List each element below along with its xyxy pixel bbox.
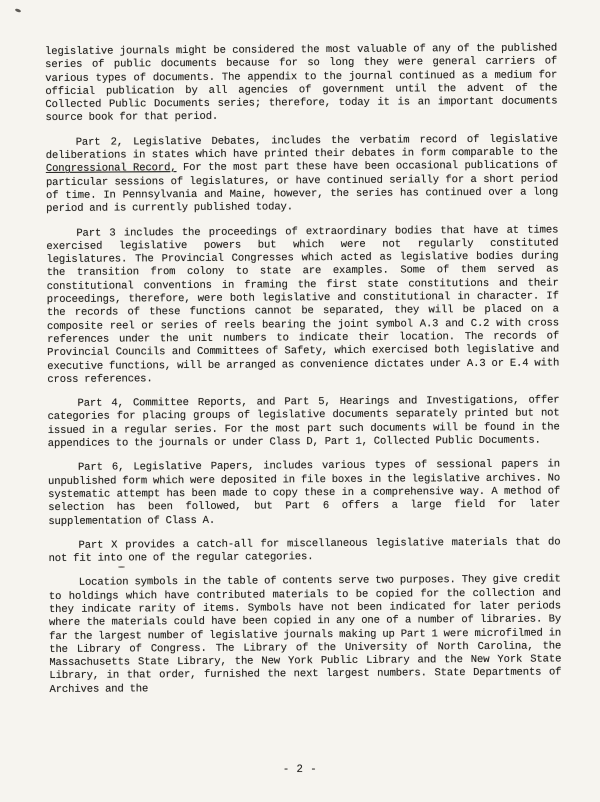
paragraph-part-2-text-end: For the most part these have been occasional publications of particular sessions of legislatures, or have continued serially for a short period of time. In Pennsylvania and Maine, however, the series has continued over a long period and is currently published today. <box>45 159 559 216</box>
paragraph-journal-continuation: legislative journals might be considered the most valuable of any of the published series of public documents because for so long they were general carriers of various types of documents. The appendix to the journal continued as a medium for official publication by all agencies of government until the advent of the Collected Public Documents series; therefore, today it is an important documents source book for that period. <box>45 42 558 125</box>
page-body-text <box>45 42 562 708</box>
paragraph-part-3-extraordinary-bodies: Part 3 includes the proceedings of extraordinary bodies that have at times exercised legislative powers but which were not regularly constituted legislatures. The Provincial Congresses which acted as legislative bodies during the transition from colony to state are examples. Some of them served as constitutional conventions in framing the first state constitutions and their proceedings, therefore, were both legislative and constitutional in character. If the records of these functions cannot be separated, they will be placed on a composite reel or series of reels bearing the joint symbol A.3 and C.2 with cross references under the unit numbers to indicate their location. The records of Provincial Councils and Committees of Safety, which exercised both legislative and executive functions, will be arranged as convenience dictates under A.3 or E.4 with cross references. <box>46 223 560 386</box>
paragraph-part-2-text-start: Part 2, Legislative Debates, includes the verbatim record of legislative deliberations in states which have printed their debates in form comparable to the <box>45 133 558 163</box>
paragraph-part-2-debates <box>46 133 559 216</box>
congressional-record-title: Congressional Record, <box>45 162 177 176</box>
page-number: - 2 - <box>282 764 318 776</box>
scan-artifact <box>15 8 22 13</box>
paragraph-part-x-catch-all: Part X provides a catch-all for miscellaneous legislative materials that do not fit into one of the regular categories. <box>48 536 561 566</box>
paragraph-part-6-legislative-papers: Part 6, Legislative Papers, includes various types of sessional papers in unpublished form which were deposited in file boxes in the legislative archives. No systematic attempt has been made to copy these in a comprehensive way. A method of selection has been followed, but Part 6 offers a large field for later supplementation of Class A. <box>47 458 561 528</box>
paragraph-part-4-and-5-reports-hearings: Part 4, Committee Reports, and Part 5, Hearings and Investigations, offer categories for placing groups of legislative documents separately printed but not issued in a regular series. For the most part such documents will be found in the appendices to the journals or under Class D, Part 1, Collected Public Documents. <box>47 394 560 451</box>
paragraph-location-symbols: Location symbols in the table of contents serve two purposes. They give credit to holdings which have contributed materials to be copied for the collection and they indicate rarity of items. Symbols have not been indicated for later periods where the materials could have been copied in any one of a number of libraries. By far the largest number of legislative journals making up Part 1 were microfilmed in the Library of Congress. The Library of the University of North Carolina, the Massachusetts State Library, the New York Public Library and the New York State Library, in that order, furnished the next largest numbers. State Departments of Archives and the <box>48 573 562 696</box>
